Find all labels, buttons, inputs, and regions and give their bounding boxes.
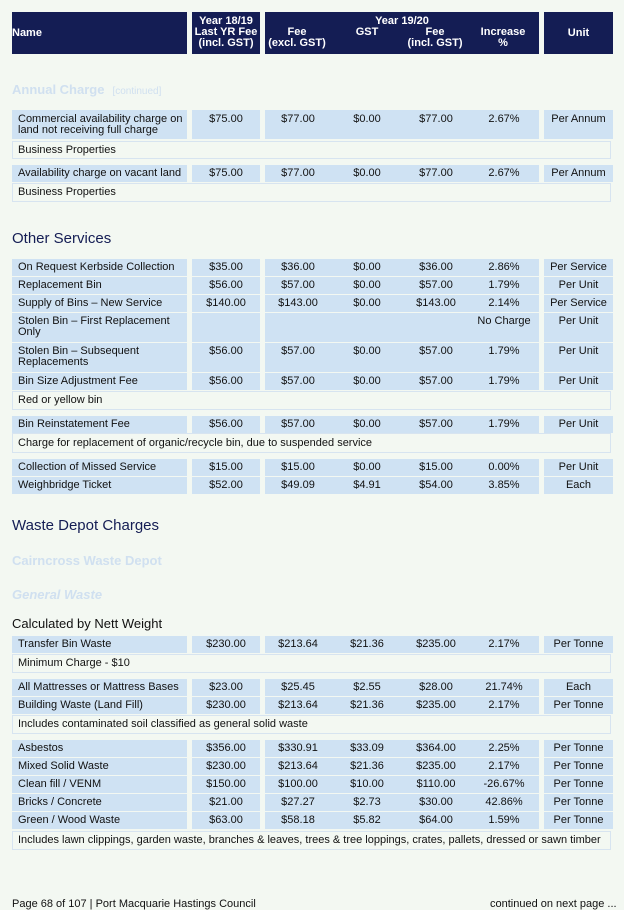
header-increase: Increase %	[480, 26, 526, 49]
row-name: Collection of Missed Service	[18, 461, 157, 473]
note-row: Business Properties	[12, 141, 611, 159]
fee-excl-gst: $27.27	[281, 796, 315, 808]
note-row: Minimum Charge - $10	[12, 654, 611, 673]
waste-depot-title: Waste Depot Charges	[12, 517, 160, 534]
unit-value: Per Service	[550, 297, 607, 309]
row-name: All Mattresses or Mattress Bases	[18, 681, 179, 693]
table-row	[12, 679, 613, 696]
note-row: Includes contaminated soil classified as general solid waste	[12, 715, 611, 734]
header-fee-inc: Fee (incl. GST)	[407, 26, 463, 49]
table-row	[12, 740, 613, 757]
unit-value: Per Service	[550, 261, 607, 273]
other-services-title: Other Services	[12, 230, 112, 247]
increase-pct: 2.86%	[488, 261, 520, 273]
table-row: Commercial availability charge on land not receiving full charge $75.00 $77.00 $0.00 $77.00 2.67% Per Annum	[12, 110, 613, 139]
last-year-fee: $52.00	[209, 479, 243, 491]
row-name: Weighbridge Ticket	[18, 479, 112, 491]
increase-pct: -26.67%	[483, 778, 525, 790]
row-name: Asbestos	[18, 742, 64, 754]
row-name: Mixed Solid Waste	[18, 760, 109, 772]
fee-incl-gst: $36.00	[419, 261, 453, 273]
last-year-fee: $356.00	[206, 742, 246, 754]
last-year-fee: $150.00	[206, 778, 246, 790]
row-name: Supply of Bins – New Service	[18, 297, 163, 309]
increase-pct: 2.17%	[488, 760, 520, 772]
table-row	[12, 812, 613, 829]
table-row	[12, 295, 613, 312]
fee-excl-gst: $213.64	[278, 760, 318, 772]
gst-value: $0.00	[353, 279, 381, 291]
fee-excl-gst: $57.00	[281, 375, 315, 387]
general-waste-title: General Waste	[12, 587, 103, 602]
table-row	[12, 697, 613, 714]
table-row	[12, 758, 613, 775]
header-fee-ex: Fee (excl. GST)	[268, 26, 326, 49]
fee-incl-gst: $57.00	[419, 375, 453, 387]
row-name: Transfer Bin Waste	[18, 638, 112, 650]
increase-pct: 1.79%	[488, 418, 520, 430]
fee-excl-gst: $49.09	[281, 479, 315, 491]
fee-incl-gst: $235.00	[416, 699, 456, 711]
unit-value: Each	[565, 479, 592, 491]
gst-value: $0.00	[353, 375, 381, 387]
fee-incl-gst: $64.00	[419, 814, 453, 826]
table-row	[12, 277, 613, 294]
table-row	[12, 776, 613, 793]
row-name: Bin Size Adjustment Fee	[18, 375, 138, 387]
row-name: Bin Reinstatement Fee	[18, 418, 130, 430]
fee-excl-gst: $57.00	[281, 279, 315, 291]
gst-value: $2.55	[353, 681, 381, 693]
row-name: On Request Kerbside Collection	[18, 261, 175, 273]
fee-excl-gst: $36.00	[281, 261, 315, 273]
gst-value: $33.09	[350, 742, 384, 754]
gst-value: $2.73	[353, 796, 381, 808]
table-row	[12, 343, 613, 372]
last-year-fee: $56.00	[209, 279, 243, 291]
last-year-fee: $56.00	[209, 418, 243, 430]
unit-value: Per Tonne	[553, 699, 604, 711]
fee-incl-gst: $54.00	[419, 479, 453, 491]
fee-excl-gst: $57.00	[281, 345, 315, 357]
unit-value: Per Tonne	[553, 814, 604, 826]
unit-value: Per Tonne	[553, 796, 604, 808]
increase-pct: 1.79%	[488, 375, 520, 387]
last-year-fee: $230.00	[206, 638, 246, 650]
increase-pct: 2.25%	[488, 742, 520, 754]
increase-pct: 42.86%	[485, 796, 523, 808]
unit-value: Per Tonne	[553, 778, 604, 790]
header-gst: GST	[355, 26, 379, 38]
increase-pct: 2.14%	[488, 297, 520, 309]
fee-incl-gst: $235.00	[416, 760, 456, 772]
fee-incl-gst: $15.00	[419, 461, 453, 473]
fee-incl-gst: $30.00	[419, 796, 453, 808]
depot-name: Cairncross Waste Depot	[12, 553, 162, 568]
gst-value: $10.00	[350, 778, 384, 790]
footer-right: continued on next page ...	[490, 898, 617, 910]
table-row	[12, 794, 613, 811]
table-row: Availability charge on vacant land $75.00 $77.00 $0.00 $77.00 2.67% Per Annum	[12, 165, 613, 182]
row-name: Clean fill / VENM	[18, 778, 102, 790]
header-year-cell	[265, 12, 539, 54]
row-name: Bricks / Concrete	[18, 796, 102, 808]
note-row: Charge for replacement of organic/recycle bin, due to suspended service	[12, 433, 611, 453]
unit-value: Per Unit	[558, 345, 599, 357]
last-year-fee: $35.00	[209, 261, 243, 273]
row-name: Stolen Bin – Subsequent Replacements	[18, 345, 140, 368]
footer-left: Page 68 of 107 | Port Macquarie Hastings Council	[12, 898, 256, 910]
unit-value: Per Unit	[558, 375, 599, 387]
note-row: Red or yellow bin	[12, 391, 611, 410]
table-row	[12, 636, 613, 653]
unit-value: Per Tonne	[553, 742, 604, 754]
gst-value: $21.36	[350, 760, 384, 772]
gst-value: $0.00	[353, 461, 381, 473]
last-year-fee: $23.00	[209, 681, 243, 693]
header-unit: Unit	[567, 27, 590, 39]
table-row	[12, 416, 613, 433]
row-name: Building Waste (Land Fill)	[18, 699, 143, 711]
fee-incl-gst: $57.00	[419, 279, 453, 291]
note-row: Business Properties	[12, 183, 611, 202]
table-row	[12, 373, 613, 390]
table-row	[12, 459, 613, 476]
header-name-cell	[12, 12, 187, 54]
unit-value: Per Unit	[558, 418, 599, 430]
unit-value: Per Tonne	[553, 638, 604, 650]
no-charge: No Charge	[477, 315, 531, 327]
last-year-fee: $21.00	[209, 796, 243, 808]
table-row	[12, 313, 613, 342]
unit-value: Per Unit	[558, 461, 599, 473]
fee-excl-gst: $15.00	[281, 461, 315, 473]
gst-value: $21.36	[350, 638, 384, 650]
fee-excl-gst: $213.64	[278, 699, 318, 711]
header-year: Year 19/20	[375, 15, 429, 27]
increase-pct: 1.59%	[488, 814, 520, 826]
row-name: Replacement Bin	[18, 279, 102, 291]
calc-label: Calculated by Nett Weight	[12, 616, 163, 631]
gst-value: $0.00	[353, 261, 381, 273]
fee-incl-gst: $28.00	[419, 681, 453, 693]
fee-excl-gst: $25.45	[281, 681, 315, 693]
header-unit-cell	[544, 12, 613, 54]
last-year-fee: $230.00	[206, 760, 246, 772]
row-name: Green / Wood Waste	[18, 814, 121, 826]
fee-excl-gst: $57.00	[281, 418, 315, 430]
fee-excl-gst: $58.18	[281, 814, 315, 826]
gst-value: $0.00	[353, 418, 381, 430]
increase-pct: 0.00%	[488, 461, 520, 473]
row-name: Stolen Bin – First Replacement Only	[18, 315, 170, 338]
increase-pct: 1.79%	[488, 345, 520, 357]
table-row	[12, 477, 613, 494]
table-row	[12, 259, 613, 276]
gst-value: $0.00	[353, 345, 381, 357]
annual-charge-title: Annual Charge [continued]	[12, 82, 162, 97]
fee-incl-gst: $57.00	[419, 418, 453, 430]
note-row: Includes lawn clippings, garden waste, branches & leaves, trees & tree loppings, crates, pallets, dressed or sawn timber	[12, 831, 611, 850]
last-year-fee: $56.00	[209, 375, 243, 387]
gst-value: $4.91	[353, 479, 381, 491]
fee-excl-gst: $100.00	[278, 778, 318, 790]
last-year-fee: $63.00	[209, 814, 243, 826]
header-last-year: Year 18/19 Last YR Fee (incl. GST)	[194, 15, 258, 49]
fee-excl-gst: $143.00	[278, 297, 318, 309]
gst-value: $21.36	[350, 699, 384, 711]
last-year-fee: $15.00	[209, 461, 243, 473]
increase-pct: 3.85%	[488, 479, 520, 491]
increase-pct: 2.17%	[488, 638, 520, 650]
last-year-fee: $140.00	[206, 297, 246, 309]
continued-label: [continued]	[112, 86, 162, 97]
last-year-fee: $230.00	[206, 699, 246, 711]
increase-pct: 21.74%	[485, 681, 523, 693]
unit-value: Per Tonne	[553, 760, 604, 772]
fee-incl-gst: $235.00	[416, 638, 456, 650]
last-year-fee: $56.00	[209, 345, 243, 357]
gst-value: $5.82	[353, 814, 381, 826]
unit-value: Each	[565, 681, 592, 693]
increase-pct: 1.79%	[488, 279, 520, 291]
gst-value: $0.00	[353, 297, 381, 309]
fee-incl-gst: $364.00	[416, 742, 456, 754]
unit-value: Per Unit	[558, 279, 599, 291]
fee-excl-gst: $330.91	[278, 742, 318, 754]
fee-excl-gst: $213.64	[278, 638, 318, 650]
fee-incl-gst: $57.00	[419, 345, 453, 357]
header-last-year-cell	[192, 12, 260, 54]
increase-pct: 2.17%	[488, 699, 520, 711]
header-name: Name	[12, 27, 42, 39]
fee-incl-gst: $110.00	[416, 778, 456, 790]
unit-value: Per Unit	[558, 315, 599, 327]
fee-incl-gst: $143.00	[416, 297, 456, 309]
